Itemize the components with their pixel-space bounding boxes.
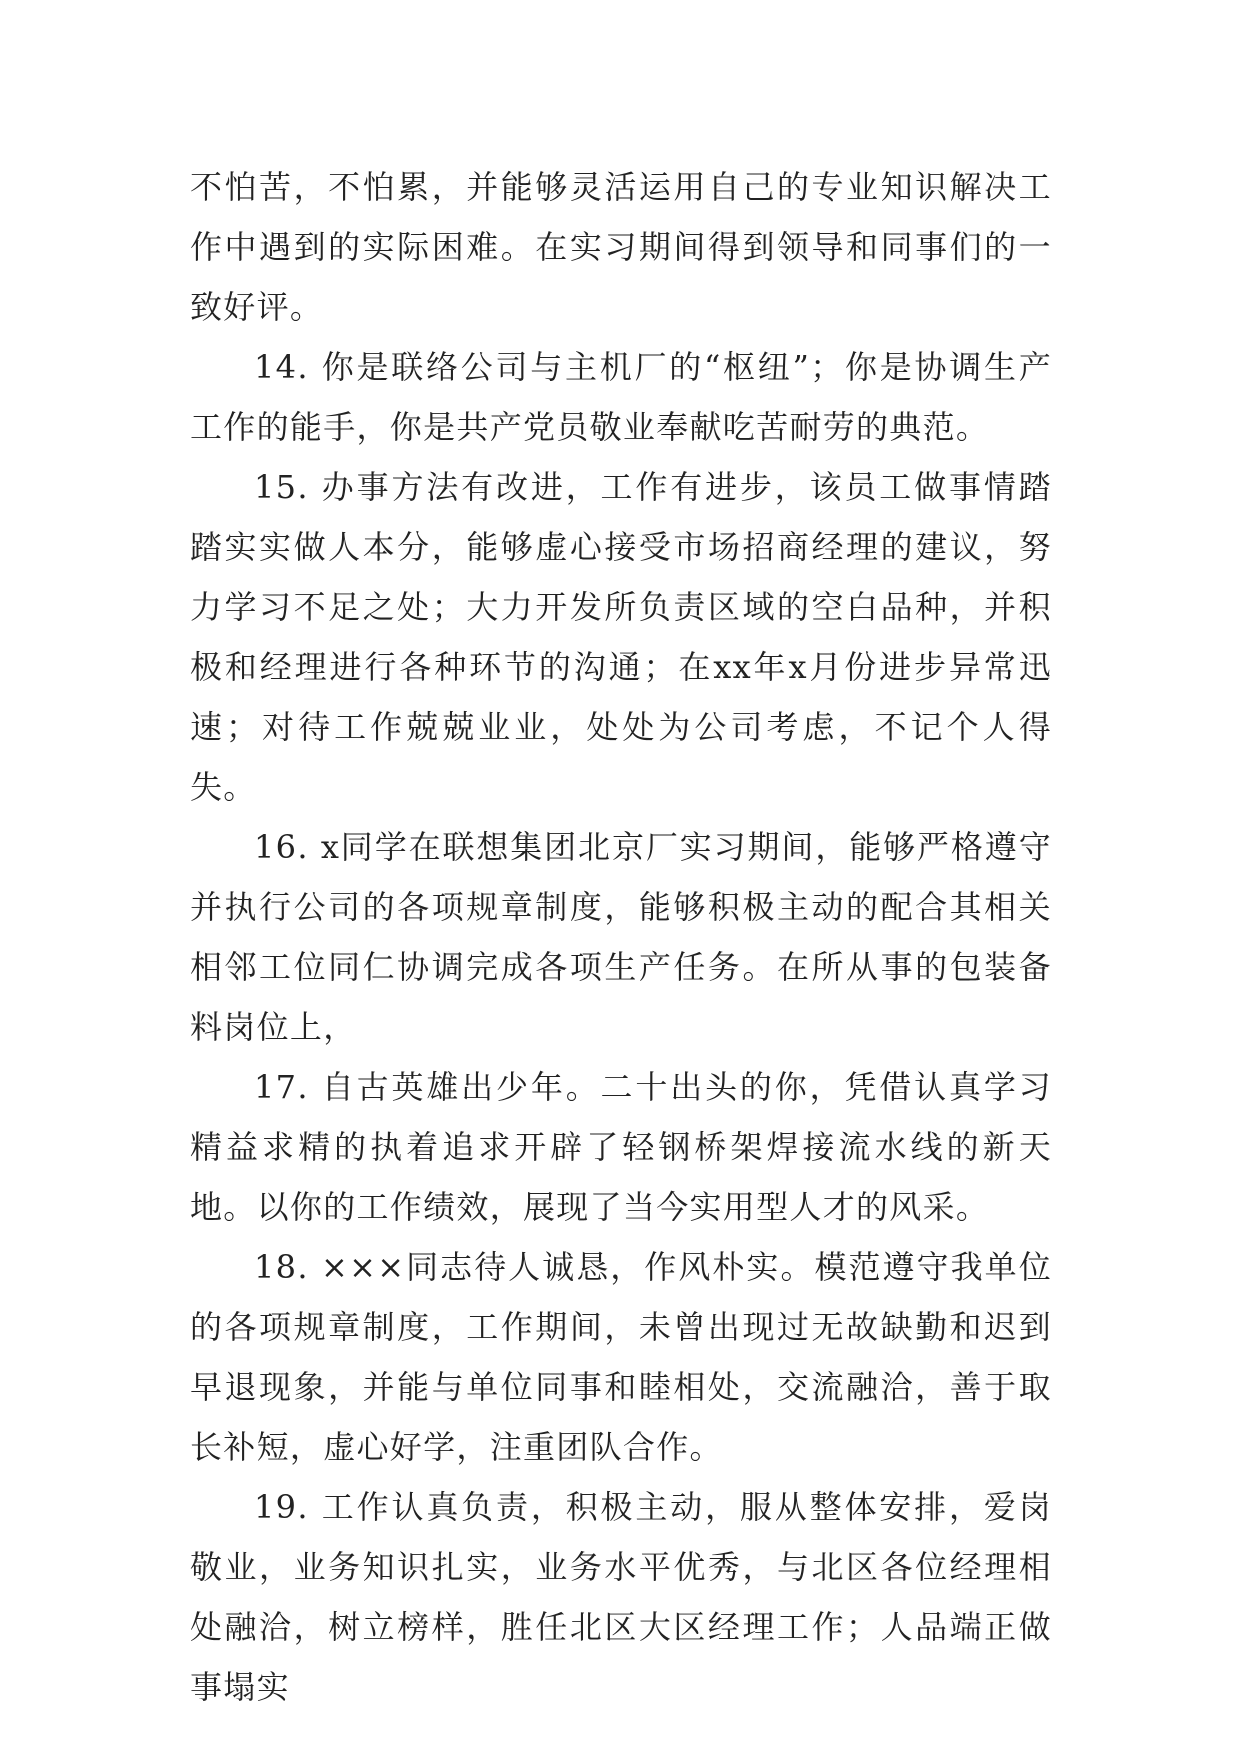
paragraph-item-18: 18. ×××同志待人诚恳，作风朴实。模范遵守我单位的各项规章制度，工作期间，未曾出现过无故缺勤和迟到早退现象，并能与单位同事和睦相处，交流融洽，善于取长补短，虚心好学，注重团队合作。 <box>190 1248 1052 1466</box>
document-body <box>190 157 1052 1717</box>
paragraph-item-16: 16. x同学在联想集团北京厂实习期间，能够严格遵守并执行公司的各项规章制度，能够积极主动的配合其相关相邻工位同仁协调完成各项生产任务。在所从事的包装备料岗位上， <box>190 828 1052 1046</box>
paragraph-item-19: 19. 工作认真负责，积极主动，服从整体安排，爱岗敬业，业务知识扎实，业务水平优秀，与北区各位经理相处融洽，树立榜样，胜任北区大区经理工作；人品端正做事塌实 <box>190 1488 1052 1706</box>
paragraph-item-15: 15. 办事方法有改进，工作有进步，该员工做事情踏踏实实做人本分，能够虚心接受市场招商经理的建议，努力学习不足之处；大力开发所负责区域的空白品种，并积极和经理进行各种环节的沟通；在xx年x月份进步异常迅速；对待工作兢兢业业，处处为公司考虑，不记个人得失。 <box>190 468 1052 806</box>
paragraph-continuation: 不怕苦，不怕累，并能够灵活运用自己的专业知识解决工作中遇到的实际困难。在实习期间得到领导和同事们的一致好评。 <box>190 168 1052 326</box>
paragraph-item-17: 17. 自古英雄出少年。二十出头的你，凭借认真学习精益求精的执着追求开辟了轻钢桥架焊接流水线的新天地。以你的工作绩效，展现了当今实用型人才的风采。 <box>190 1068 1052 1226</box>
paragraph-item-14: 14. 你是联络公司与主机厂的“枢纽”；你是协调生产工作的能手，你是共产党员敬业奉献吃苦耐劳的典范。 <box>190 348 1052 446</box>
